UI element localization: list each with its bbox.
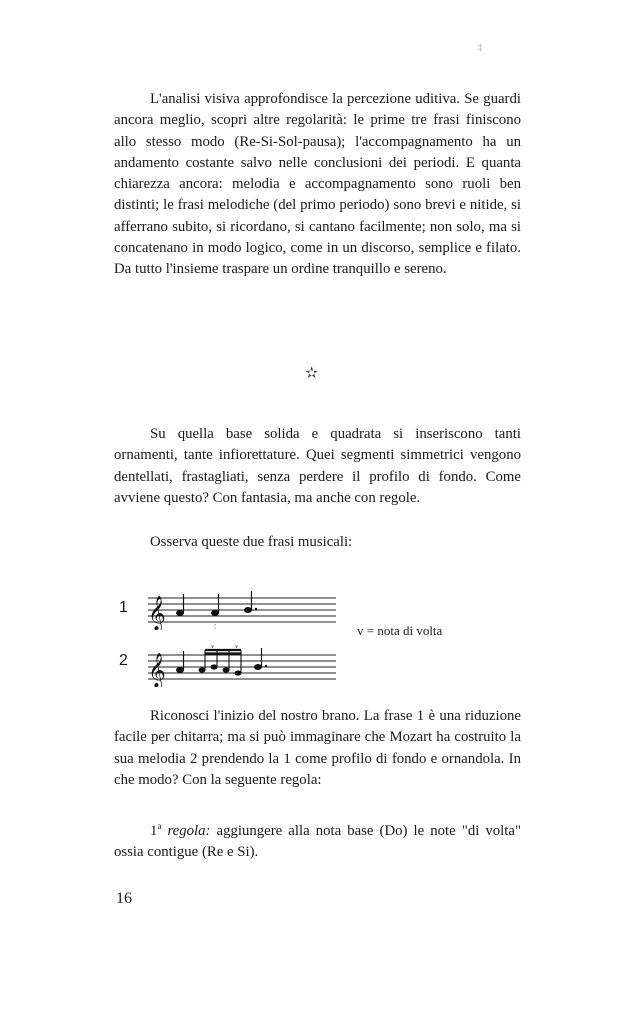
rule-ordinal: a xyxy=(157,821,162,831)
section-separator-star: ✫ xyxy=(305,365,319,382)
paragraph-recognize: Riconosci l'inizio del nostro brano. La frase 1 è una riduzione facile per chitarra; ma si può immaginare che Mozart ha costruito la sua melodia 2 prendendo la 1 come profilo di fondo e ornandola. In che modo? Con la seguente regola: xyxy=(114,708,521,788)
music-staff-2 xyxy=(140,645,340,687)
volta-legend: v = nota di volta xyxy=(357,623,443,638)
corner-mark: ‡ xyxy=(478,42,483,52)
phrase-1-label: 1 xyxy=(119,599,128,616)
rule-number: 1 xyxy=(150,822,158,839)
paragraph-visual-analysis: L'analisi visiva approfondisce la percezione uditiva. Se guardi ancora meglio, scopri altre regolarità: le prime tre frasi finiscono allo stesso modo (Re-Si-Sol-pausa); l'accompagnamento ha un andamento costante salvo nelle conclusioni dei periodi. E quanta chiarezza ancora: melodia e accompagnamento sono ruoli ben distinti; le frasi melodiche (del primo periodo) sono brevi e nitide, si afferrano subito, si ricordano, si cantano facilmente; non solo, ma si concatenano in modo logico, come in un discorso, semplice e filato. Da tutto l'insieme traspare un ordine tranquillo e sereno. xyxy=(114,91,521,278)
music-staff-1 xyxy=(140,590,340,630)
rule-text: aggiungere alla nota base (Do) le note "di volta" ossia contigue (Re e Si). xyxy=(114,822,521,861)
note xyxy=(211,610,219,616)
paragraph-ornaments: Su quella base solida e quadrata si inseriscono tanti ornamenti, tante infiorettature. Quei segmenti simmetrici vengono dentellati, frastagliati, senza perdere il profilo di fondo. Come avviene questo? Con fantasia, ma anche con regole. xyxy=(114,426,521,506)
staff-lines xyxy=(148,655,336,679)
note xyxy=(244,607,252,613)
note xyxy=(176,667,184,673)
rule-name: regola: xyxy=(167,822,211,839)
volta-mark: v xyxy=(235,645,239,650)
note xyxy=(254,664,262,670)
rule-paragraph xyxy=(114,816,521,864)
treble-clef-icon: 𝄞 xyxy=(148,596,166,630)
note xyxy=(176,610,184,616)
page-number: 16 xyxy=(116,890,132,907)
volta-mark: v xyxy=(211,645,215,650)
paragraph-observe: Osserva queste due frasi musicali: xyxy=(150,534,353,550)
staff-lines xyxy=(148,598,336,622)
phrase-2-label: 2 xyxy=(119,652,128,669)
treble-clef-icon: 𝄞 xyxy=(148,653,166,687)
